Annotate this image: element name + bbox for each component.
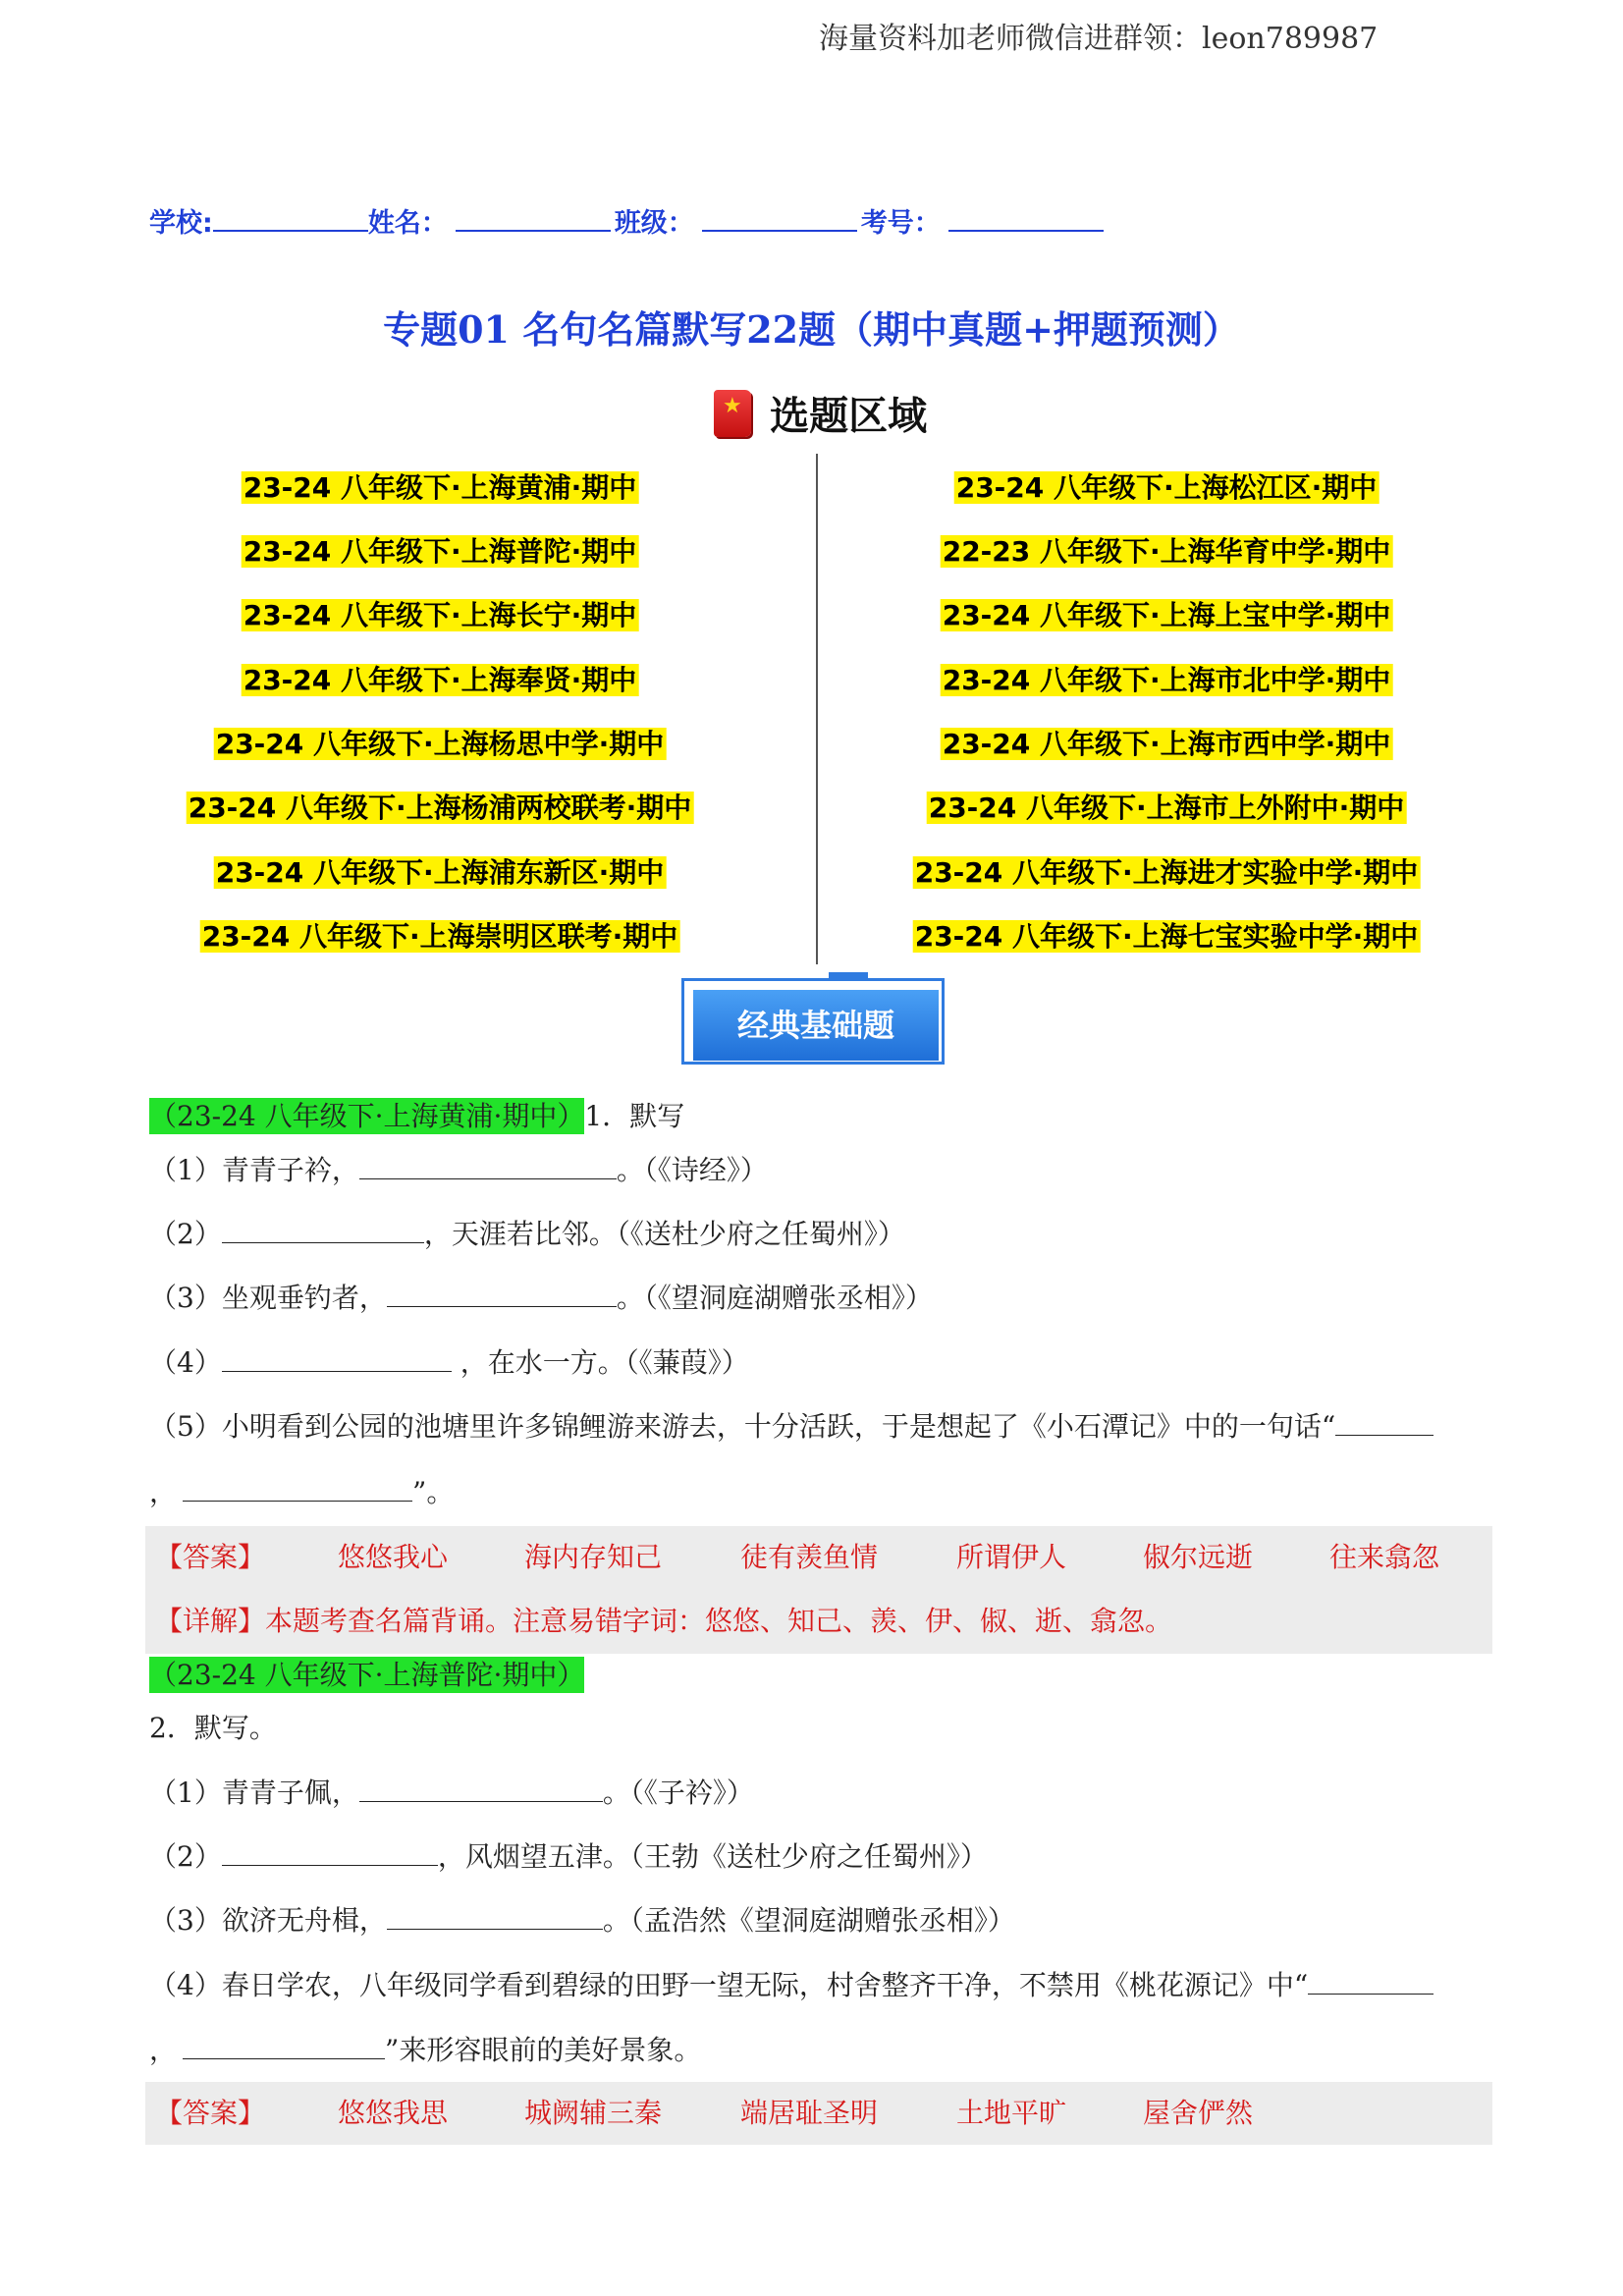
answer-item: 端居耻圣明 xyxy=(740,2097,879,2129)
source-item: 23-24 八年级下·上海市上外附中·期中 xyxy=(928,792,1405,824)
answer-item: 土地平旷 xyxy=(956,2097,1067,2129)
item-text: 。（孟浩然《望洞庭湖赠张丞相》） xyxy=(602,1904,1015,1937)
item-text: （3）欲济无舟楫， xyxy=(149,1904,387,1937)
source-item: 23-24 八年级下·上海普陀·期中 xyxy=(243,535,637,568)
item-text: （3）坐观垂钓者， xyxy=(149,1282,387,1314)
book-star-icon: ★ xyxy=(714,390,751,437)
q2-answer-box xyxy=(145,2082,1492,2145)
item-text: 。（《子衿》） xyxy=(602,1777,754,1809)
source-item: 23-24 八年级下·上海崇明区联考·期中 xyxy=(201,920,678,953)
answer-item: 徒有羡鱼情 xyxy=(740,1541,879,1573)
selection-title: 选题区域 xyxy=(770,394,928,439)
q1-item-1 xyxy=(149,1151,768,1190)
detail-text: 【详解】本题考查名篇背诵。注意易错字词：悠悠、知己、羡、伊、俶、逝、翕忽。 xyxy=(155,1605,1173,1637)
item-text: （1）青青子佩， xyxy=(149,1777,359,1809)
answer-blank[interactable] xyxy=(1308,1966,1434,1995)
answer-blank[interactable] xyxy=(1335,1407,1434,1436)
q2-item-2 xyxy=(149,1837,988,1877)
answer-blank[interactable] xyxy=(359,1774,603,1802)
item-text: 。（《诗经》） xyxy=(616,1154,768,1186)
answer-item: 往来翕忽 xyxy=(1329,1541,1440,1573)
name-blank[interactable] xyxy=(456,204,611,232)
source-item: 23-24 八年级下·上海市北中学·期中 xyxy=(942,664,1391,696)
source-item: 23-24 八年级下·上海进才实验中学·期中 xyxy=(914,856,1419,889)
answer-item: 悠悠我思 xyxy=(338,2097,449,2129)
item-text: （4） xyxy=(149,1346,222,1379)
q2-item-4 xyxy=(149,1966,1434,2005)
answer-blank[interactable] xyxy=(222,1343,452,1372)
source-item: 23-24 八年级下·上海市西中学·期中 xyxy=(942,728,1391,760)
answer-item: 城阙辅三秦 xyxy=(524,2097,663,2129)
item-text: （4）春日学农，八年级同学看到碧绿的田野一望无际，村舍整齐干净，不禁用《桃花源记》中“ xyxy=(149,1969,1309,2001)
q2-item-1 xyxy=(149,1774,754,1813)
watermark-text: 海量资料加老师微信进群领：leon789987 xyxy=(819,22,1379,56)
q1-answer-box xyxy=(145,1526,1492,1654)
answer-label: 【答案】 xyxy=(155,1541,266,1573)
class-blank[interactable] xyxy=(702,204,857,232)
item-text: ”来形容眼前的美好景象。 xyxy=(385,2034,702,2066)
q1-item-5-cont xyxy=(149,1473,454,1512)
answer-blank[interactable] xyxy=(387,1901,603,1930)
answer-item: 所谓伊人 xyxy=(956,1541,1067,1573)
answer-blank[interactable] xyxy=(183,1473,412,1502)
class-label: 班级： xyxy=(614,208,694,239)
q1-item-2 xyxy=(149,1215,905,1254)
answer-blank[interactable] xyxy=(359,1151,617,1179)
answer-blank[interactable] xyxy=(222,1215,424,1243)
answer-blank[interactable] xyxy=(183,2031,385,2059)
item-text: ，在水一方。（《蒹葭》） xyxy=(451,1346,749,1379)
source-item: 23-24 八年级下·上海浦东新区·期中 xyxy=(215,856,665,889)
page-title: 专题01 名句名篇默写22题（期中真题+押题预测） xyxy=(383,307,1240,352)
answer-label: 【答案】 xyxy=(155,2097,266,2129)
source-item: 23-24 八年级下·上海长宁·期中 xyxy=(243,599,637,631)
student-info-line xyxy=(149,201,1104,240)
q1-stem: 1．默写 xyxy=(584,1100,685,1132)
answer-blank[interactable] xyxy=(222,1837,438,1866)
source-item: 22-23 八年级下·上海华育中学·期中 xyxy=(942,535,1391,568)
item-text: （2） xyxy=(149,1218,222,1250)
q2-stem: 2．默写。 xyxy=(149,1712,277,1744)
item-text: 。（《望洞庭湖赠张丞相》） xyxy=(616,1282,933,1314)
answer-item: 屋舍俨然 xyxy=(1143,2097,1254,2129)
source-item: 23-24 八年级下·上海杨浦两校联考·期中 xyxy=(188,792,692,824)
school-label: 学校: xyxy=(149,208,213,239)
q2-header xyxy=(149,1656,584,1695)
answer-item: 悠悠我心 xyxy=(338,1541,449,1573)
q2-item-3 xyxy=(149,1901,1015,1941)
selection-heading xyxy=(714,385,927,448)
item-text: （1）青青子衿， xyxy=(149,1154,359,1186)
answer-item: 海内存知己 xyxy=(524,1541,663,1573)
section-badge xyxy=(681,978,952,1072)
name-label: 姓名： xyxy=(367,208,448,239)
item-text: ，天涯若比邻。（《送杜少府之任蜀州》） xyxy=(423,1218,905,1250)
item-text: ，风烟望五津。（王勃《送杜少府之任蜀州》） xyxy=(437,1840,988,1873)
exam-number-blank[interactable] xyxy=(948,204,1104,232)
answer-blank[interactable] xyxy=(387,1279,617,1307)
source-item: 23-24 八年级下·上海杨思中学·期中 xyxy=(215,728,665,760)
source-item: 23-24 八年级下·上海松江区·期中 xyxy=(955,471,1378,504)
school-blank[interactable] xyxy=(213,204,368,232)
q1-item-5 xyxy=(149,1407,1434,1447)
source-item: 23-24 八年级下·上海上宝中学·期中 xyxy=(942,599,1391,631)
source-item: 23-24 八年级下·上海黄浦·期中 xyxy=(243,471,637,504)
q2-item-4-cont xyxy=(149,2031,701,2070)
item-text: ， xyxy=(149,1476,178,1508)
q1-source-tag: （23-24 八年级下·上海黄浦·期中） xyxy=(149,1100,585,1132)
section-badge-label: 经典基础题 xyxy=(693,990,939,1061)
item-text: （5）小明看到公园的池塘里许多锦鲤游来游去，十分活跃，于是想起了《小石潭记》中的一句话“ xyxy=(149,1410,1336,1443)
q1-item-4 xyxy=(149,1343,749,1383)
column-divider xyxy=(816,454,818,964)
item-text: ”。 xyxy=(412,1476,455,1508)
answer-item: 俶尔远逝 xyxy=(1143,1541,1254,1573)
q1-header xyxy=(149,1097,684,1136)
q1-item-3 xyxy=(149,1279,933,1318)
item-text: ， xyxy=(149,2034,178,2066)
item-text: （2） xyxy=(149,1840,222,1873)
exam-number-label: 考号： xyxy=(860,208,941,239)
source-item: 23-24 八年级下·上海七宝实验中学·期中 xyxy=(914,920,1419,953)
q2-source-tag: （23-24 八年级下·上海普陀·期中） xyxy=(149,1659,585,1691)
source-item: 23-24 八年级下·上海奉贤·期中 xyxy=(243,664,637,696)
